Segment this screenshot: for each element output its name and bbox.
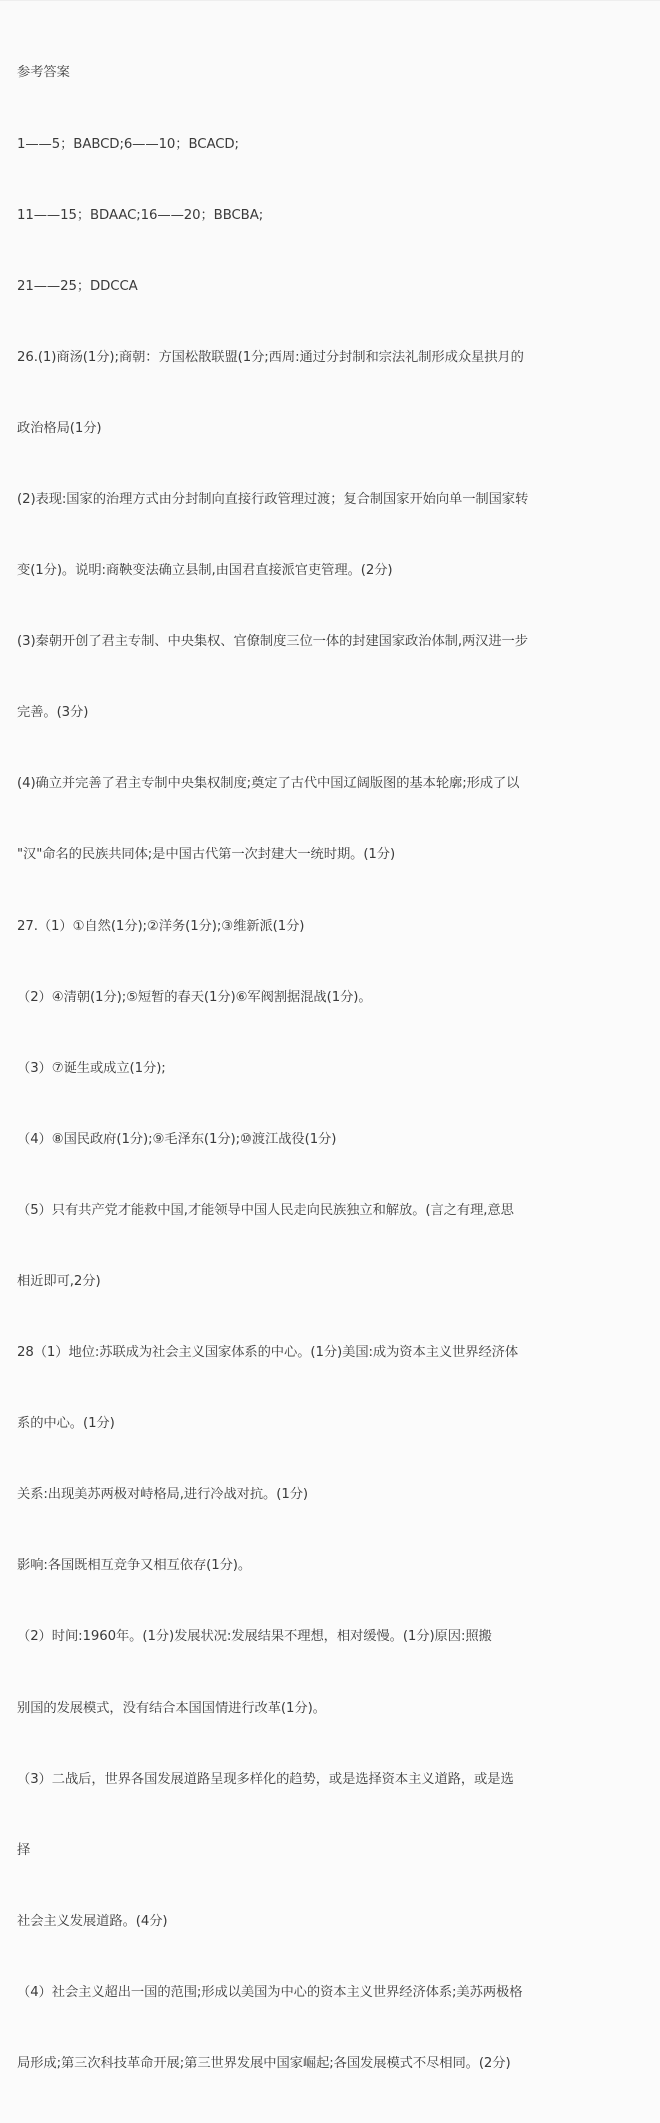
answer-line: 系的中心。(1分) bbox=[17, 1416, 115, 1432]
answer-line: 关系:出现美苏两极对峙格局,进行冷战对抗。(1分) bbox=[17, 1487, 308, 1503]
answer-line: （2）时间:1960年。(1分)发展状况:发展结果不理想，相对缓慢。(1分)原因:照搬 bbox=[17, 1629, 492, 1645]
answer-line: （4）⑧国民政府(1分);⑨毛泽东(1分);⑩渡江战役(1分) bbox=[17, 1131, 337, 1147]
doc-title: 参考答案 bbox=[17, 65, 70, 81]
answer-line: 择 bbox=[17, 1842, 31, 1858]
answer-line: (2)表现:国家的治理方式由分封制向直接行政管理过渡；复合制国家开始向单一制国家转 bbox=[17, 491, 529, 507]
answer-line: （5）只有共产党才能救中国,才能领导中国人民走向民族独立和解放。(言之有理,意思 bbox=[17, 1202, 514, 1218]
answer-document bbox=[17, 14, 647, 2123]
answer-line: 1——5；BABCD;6——10；BCACD; bbox=[17, 136, 239, 152]
answer-line: （3）⑦诞生或成立(1分); bbox=[17, 1060, 166, 1076]
answer-line: 局形成;第三次科技革命开展;第三世界发展中国家崛起;各国发展模式不尽相同。(2分) bbox=[17, 2056, 511, 2072]
answer-line: 26.(1)商汤(1分);商朝：方国松散联盟(1分;西周:通过分封制和宗法礼制形成众星拱月的 bbox=[17, 349, 524, 365]
answer-line: （4）社会主义超出一国的范围;形成以美国为中心的资本主义世界经济体系;美苏两极格 bbox=[17, 1984, 523, 2000]
answer-line: 27.（1）①自然(1分);②洋务(1分);③维新派(1分) bbox=[17, 918, 305, 934]
answer-line: (3)秦朝开创了君主专制、中央集权、官僚制度三位一体的封建国家政治体制,两汉进一步 bbox=[17, 634, 528, 650]
answer-line: 别国的发展模式，没有结合本国国情进行改革(1分)。 bbox=[17, 1700, 326, 1716]
answer-line: （3）二战后，世界各国发展道路呈现多样化的趋势，或是选择资本主义道路，或是选 bbox=[17, 1771, 514, 1787]
answer-line: 变(1分)。说明:商鞅变法确立县制,由国君直接派官吏管理。(2分) bbox=[17, 563, 393, 579]
answer-line: 28（1）地位:苏联成为社会主义国家体系的中心。(1分)美国:成为资本主义世界经济体 bbox=[17, 1345, 519, 1361]
answer-line: 11——15；BDAAC;16——20；BBCBA; bbox=[17, 207, 264, 223]
answer-line: 政治格局(1分) bbox=[17, 420, 102, 436]
answer-line: 影响:各国既相互竞争又相互依存(1分)。 bbox=[17, 1558, 252, 1574]
answer-line: （2）④清朝(1分);⑤短暂的春天(1分)⑥军阀割据混战(1分)。 bbox=[17, 989, 372, 1005]
answer-line: 社会主义发展道路。(4分) bbox=[17, 1913, 168, 1929]
answer-line: "汉"命名的民族共同体;是中国古代第一次封建大一统时期。(1分) bbox=[17, 847, 396, 863]
answer-line: 相近即可,2分) bbox=[17, 1274, 101, 1289]
answer-line: (4)确立并完善了君主专制中央集权制度;奠定了古代中国辽阔版图的基本轮廓;形成了以 bbox=[17, 776, 520, 792]
answer-line: 完善。(3分) bbox=[17, 705, 89, 721]
answer-line: 21——25；DDCCA bbox=[17, 278, 138, 294]
